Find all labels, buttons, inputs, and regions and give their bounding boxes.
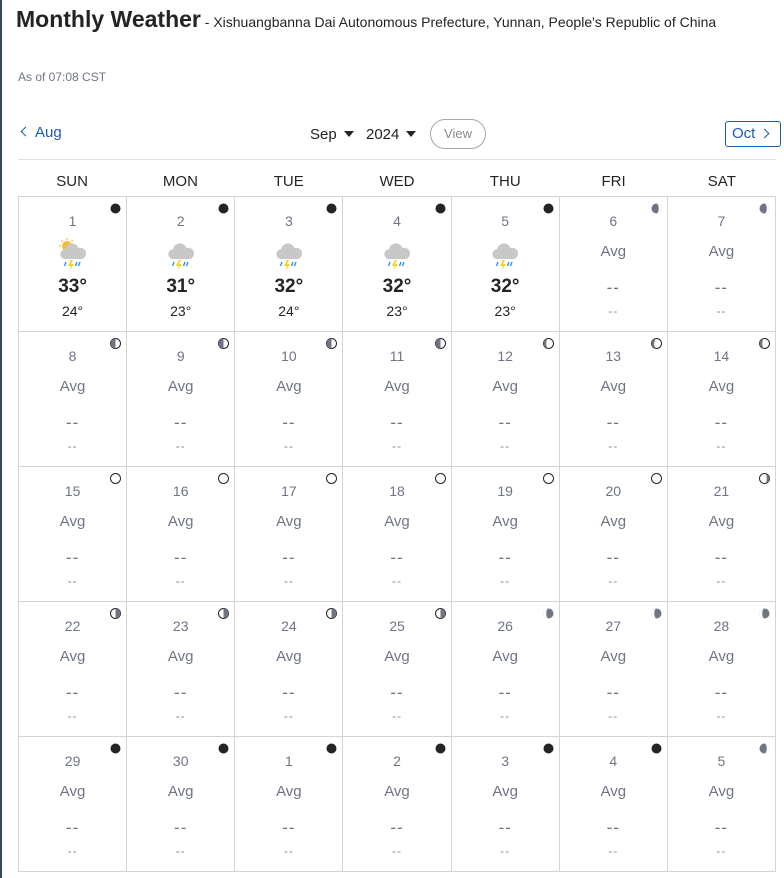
- calendar-day-cell[interactable]: [127, 737, 235, 872]
- low-temp: --: [175, 439, 186, 453]
- year-select-value: 2024: [366, 126, 400, 143]
- day-number: 21: [713, 483, 730, 499]
- day-number: 11: [389, 348, 405, 364]
- avg-label: Avg: [600, 243, 627, 260]
- day-number: 8: [68, 348, 77, 364]
- high-temp: --: [282, 548, 296, 567]
- moon-phase-waxing-gibbous-icon: [759, 336, 770, 347]
- high-temp: --: [390, 683, 404, 702]
- moon-phase-full-icon: [110, 471, 121, 482]
- weekday-label: WED: [379, 173, 415, 190]
- avg-label: Avg: [600, 513, 627, 530]
- calendar-day-cell[interactable]: [668, 602, 776, 737]
- caret-down-icon: [344, 131, 354, 137]
- day-number: 10: [281, 348, 297, 364]
- thunderstorm-icon: [382, 237, 412, 271]
- avg-label: Avg: [384, 513, 410, 530]
- weekday-label: TUE: [273, 173, 304, 190]
- moon-phase-waning-gibbous-icon: [759, 471, 770, 482]
- high-temp: --: [498, 413, 512, 432]
- moon-phase-last-quarter-icon: [218, 606, 229, 617]
- avg-label: Avg: [384, 378, 410, 395]
- calendar-grid: [18, 196, 776, 872]
- moon-phase-new-icon: [110, 741, 121, 752]
- avg-label: Avg: [276, 378, 302, 395]
- high-temp: 32°: [382, 276, 412, 297]
- previous-month-link[interactable]: [22, 124, 62, 141]
- caret-down-icon: [406, 131, 416, 137]
- moon-phase-first-quarter-icon: [435, 336, 446, 347]
- avg-label: Avg: [492, 783, 518, 800]
- low-temp: --: [283, 709, 294, 723]
- thunderstorm-icon: [490, 237, 520, 271]
- high-temp: --: [174, 683, 188, 702]
- low-temp: 24°: [61, 303, 84, 319]
- title-line: [16, 4, 776, 37]
- calendar-week-row: [19, 332, 776, 467]
- low-temp: --: [283, 844, 294, 858]
- high-temp: --: [65, 413, 80, 432]
- day-number: 12: [497, 348, 513, 364]
- moon-phase-new-icon: [218, 741, 229, 752]
- low-temp: --: [391, 574, 402, 588]
- avg-label: Avg: [600, 648, 627, 665]
- day-number: 9: [176, 348, 185, 364]
- avg-label: Avg: [167, 378, 194, 395]
- calendar-week-row: [19, 737, 776, 872]
- low-temp: --: [716, 439, 727, 453]
- low-temp: --: [391, 439, 402, 453]
- low-temp: --: [500, 574, 511, 588]
- high-temp: --: [174, 818, 188, 837]
- high-temp: --: [714, 413, 729, 432]
- avg-label: Avg: [167, 783, 194, 800]
- calendar-day-cell[interactable]: [127, 332, 235, 467]
- calendar-day-cell[interactable]: [235, 602, 343, 737]
- avg-label: Avg: [708, 243, 735, 260]
- moon-phase-last-quarter-icon: [326, 606, 337, 617]
- thunderstorm-partly-sunny-icon: [58, 237, 88, 271]
- day-number: 13: [605, 348, 622, 364]
- avg-label: Avg: [492, 513, 518, 530]
- location-name: - Xishuangbanna Dai Autonomous Prefecture, Yunnan, People's Republic of China: [200, 14, 717, 30]
- day-number: 23: [172, 618, 189, 634]
- page-header: [16, 4, 776, 37]
- calendar-day-cell[interactable]: [127, 197, 235, 332]
- avg-label: Avg: [59, 513, 86, 530]
- moon-phase-last-quarter-icon: [435, 606, 446, 617]
- high-temp: --: [606, 548, 620, 567]
- moon-phase-waxing-gibbous-icon: [651, 336, 662, 347]
- calendar-day-cell[interactable]: [343, 737, 451, 872]
- moon-phase-full-icon: [326, 471, 337, 482]
- calendar-day-cell[interactable]: [235, 737, 343, 872]
- low-temp: --: [391, 709, 402, 723]
- calendar-day-cell[interactable]: [452, 332, 560, 467]
- day-number: 18: [389, 483, 405, 499]
- low-temp: --: [716, 844, 727, 858]
- moon-phase-waxing-gibbous-icon: [543, 336, 554, 347]
- calendar-day-cell[interactable]: [668, 737, 776, 872]
- moon-phase-first-quarter-icon: [218, 336, 229, 347]
- high-temp: --: [606, 278, 620, 297]
- moon-phase-last-quarter-icon: [110, 606, 121, 617]
- calendar-day-cell[interactable]: [19, 602, 127, 737]
- divider: [18, 159, 776, 160]
- avg-label: Avg: [276, 648, 302, 665]
- moon-phase-waxing-crescent-icon: [759, 201, 770, 212]
- moon-phase-new-icon: [435, 741, 446, 752]
- day-number: 19: [497, 483, 513, 499]
- high-temp: --: [65, 683, 80, 702]
- calendar-day-cell[interactable]: [127, 602, 235, 737]
- low-temp: --: [500, 439, 511, 453]
- low-temp: 23°: [494, 303, 516, 319]
- day-number: 30: [172, 753, 189, 769]
- high-temp: --: [606, 818, 620, 837]
- weekday-header: [18, 164, 776, 196]
- calendar-day-cell[interactable]: [560, 602, 668, 737]
- chevron-right-icon: [760, 129, 770, 139]
- weekday-label: FRI: [601, 173, 626, 190]
- moon-phase-full-icon: [651, 471, 662, 482]
- avg-label: Avg: [600, 378, 627, 395]
- low-temp: --: [391, 844, 402, 858]
- moon-phase-waning-crescent-icon: [651, 606, 662, 617]
- day-number: 15: [64, 483, 81, 499]
- high-temp: --: [390, 548, 404, 567]
- high-temp: --: [390, 818, 404, 837]
- calendar-day-cell[interactable]: [668, 197, 776, 332]
- day-number: 25: [389, 618, 405, 634]
- avg-label: Avg: [167, 648, 194, 665]
- high-temp: --: [606, 683, 620, 702]
- high-temp: --: [65, 818, 80, 837]
- day-number: 28: [713, 618, 730, 634]
- calendar-day-cell[interactable]: [452, 602, 560, 737]
- moon-phase-full-icon: [218, 471, 229, 482]
- moon-phase-waxing-crescent-icon: [759, 741, 770, 752]
- day-number: 6: [609, 213, 618, 229]
- calendar-day-cell[interactable]: [560, 737, 668, 872]
- page-title: Monthly Weather: [16, 6, 201, 32]
- avg-label: Avg: [384, 783, 410, 800]
- low-temp: --: [175, 709, 186, 723]
- high-temp: --: [606, 413, 620, 432]
- day-number: 2: [176, 213, 185, 229]
- high-temp: --: [714, 683, 729, 702]
- high-temp: 33°: [58, 276, 87, 297]
- high-temp: --: [498, 548, 512, 567]
- high-temp: --: [714, 548, 729, 567]
- avg-label: Avg: [276, 783, 302, 800]
- day-number: 7: [717, 213, 726, 229]
- month-select[interactable]: [310, 126, 354, 143]
- day-number: 4: [609, 753, 618, 769]
- avg-label: Avg: [492, 648, 518, 665]
- high-temp: --: [174, 548, 188, 567]
- calendar-week-row: [19, 602, 776, 737]
- day-number: 16: [172, 483, 189, 499]
- calendar-day-cell[interactable]: [668, 467, 776, 602]
- low-temp: --: [500, 709, 511, 723]
- day-number: 2: [393, 753, 401, 769]
- calendar-day-cell[interactable]: [235, 467, 343, 602]
- high-temp: 32°: [274, 276, 304, 297]
- moon-phase-new-icon: [110, 201, 121, 212]
- moon-phase-new-icon: [543, 741, 554, 752]
- view-button[interactable]: View: [430, 119, 486, 149]
- low-temp: --: [716, 574, 727, 588]
- as-of-timestamp: As of 07:08 CST: [18, 70, 107, 84]
- avg-label: Avg: [600, 783, 627, 800]
- calendar-day-cell[interactable]: [343, 602, 451, 737]
- thunderstorm-icon: [166, 237, 196, 271]
- day-number: 4: [393, 213, 401, 229]
- high-temp: --: [282, 818, 296, 837]
- moon-phase-new-icon: [218, 201, 229, 212]
- day-number: 17: [281, 483, 297, 499]
- high-temp: --: [174, 413, 188, 432]
- high-temp: --: [282, 413, 296, 432]
- next-month-label: Oct: [732, 125, 756, 142]
- moon-phase-waning-crescent-icon: [759, 606, 770, 617]
- calendar-day-cell[interactable]: [452, 197, 560, 332]
- moon-phase-first-quarter-icon: [110, 336, 121, 347]
- low-temp: --: [608, 844, 619, 858]
- high-temp: --: [282, 683, 296, 702]
- high-temp: 31°: [166, 276, 196, 297]
- high-temp: --: [65, 548, 80, 567]
- low-temp: --: [67, 574, 78, 588]
- year-select[interactable]: [366, 126, 416, 143]
- low-temp: --: [67, 709, 78, 723]
- low-temp: --: [67, 439, 78, 453]
- avg-label: Avg: [492, 378, 518, 395]
- calendar-day-cell[interactable]: [668, 332, 776, 467]
- moon-phase-new-icon: [326, 201, 337, 212]
- low-temp: --: [716, 709, 727, 723]
- low-temp: --: [608, 439, 619, 453]
- calendar-day-cell[interactable]: [19, 332, 127, 467]
- calendar-day-cell[interactable]: [19, 737, 127, 872]
- calendar-day-cell[interactable]: [19, 467, 127, 602]
- day-number: 1: [284, 753, 293, 769]
- day-number: 29: [64, 753, 81, 769]
- calendar-day-cell[interactable]: [560, 332, 668, 467]
- avg-label: Avg: [708, 783, 735, 800]
- weekday-label: MON: [162, 173, 198, 190]
- calendar-week-row: [19, 467, 776, 602]
- avg-label: Avg: [59, 378, 86, 395]
- avg-label: Avg: [708, 648, 735, 665]
- calendar-day-cell[interactable]: [560, 467, 668, 602]
- next-month-button[interactable]: [725, 121, 781, 147]
- moon-phase-waning-crescent-icon: [543, 606, 554, 617]
- moon-phase-new-icon: [651, 741, 662, 752]
- calendar-week-row: [19, 197, 776, 332]
- moon-phase-first-quarter-icon: [326, 336, 337, 347]
- calendar-day-cell[interactable]: [560, 197, 668, 332]
- high-temp: --: [714, 278, 729, 297]
- month-select-value: Sep: [310, 126, 337, 143]
- calendar-day-cell[interactable]: [235, 332, 343, 467]
- month-navigation: [18, 116, 778, 156]
- day-number: 14: [713, 348, 730, 364]
- day-number: 3: [284, 213, 293, 229]
- low-temp: --: [283, 574, 294, 588]
- day-number: 5: [717, 753, 726, 769]
- weekday-label: SUN: [56, 173, 88, 190]
- day-number: 20: [605, 483, 622, 499]
- day-number: 5: [501, 213, 510, 229]
- low-temp: --: [608, 574, 619, 588]
- low-temp: --: [716, 304, 727, 318]
- day-number: 26: [497, 618, 513, 634]
- chevron-left-icon: [21, 127, 31, 137]
- low-temp: --: [175, 574, 186, 588]
- moon-phase-full-icon: [543, 471, 554, 482]
- calendar-day-cell[interactable]: [343, 197, 451, 332]
- calendar-day-cell[interactable]: [127, 467, 235, 602]
- low-temp: 24°: [278, 303, 300, 319]
- moon-phase-new-icon: [326, 741, 337, 752]
- low-temp: --: [500, 844, 511, 858]
- avg-label: Avg: [167, 513, 194, 530]
- calendar-day-cell[interactable]: [235, 197, 343, 332]
- thunderstorm-icon: [274, 237, 304, 271]
- day-number: 24: [281, 618, 297, 634]
- moon-phase-new-icon: [543, 201, 554, 212]
- high-temp: --: [498, 683, 512, 702]
- calendar-day-cell[interactable]: [452, 737, 560, 872]
- calendar-day-cell[interactable]: [452, 467, 560, 602]
- weekday-label: SAT: [707, 173, 736, 190]
- avg-label: Avg: [59, 648, 86, 665]
- day-number: 27: [605, 618, 622, 634]
- avg-label: Avg: [708, 513, 735, 530]
- low-temp: --: [608, 709, 619, 723]
- low-temp: --: [283, 439, 294, 453]
- low-temp: 23°: [386, 303, 408, 319]
- calendar-day-cell[interactable]: [343, 332, 451, 467]
- high-temp: --: [390, 413, 404, 432]
- moon-phase-waxing-crescent-icon: [651, 201, 662, 212]
- day-number: 3: [501, 753, 510, 769]
- moon-phase-full-icon: [435, 471, 446, 482]
- low-temp: --: [67, 844, 78, 858]
- low-temp: 23°: [170, 303, 192, 319]
- moon-phase-new-icon: [435, 201, 446, 212]
- high-temp: --: [714, 818, 729, 837]
- avg-label: Avg: [59, 783, 86, 800]
- day-number: 1: [68, 213, 77, 229]
- avg-label: Avg: [708, 378, 735, 395]
- high-temp: 32°: [490, 276, 520, 297]
- calendar-day-cell[interactable]: [19, 197, 127, 332]
- day-number: 22: [64, 618, 81, 634]
- avg-label: Avg: [276, 513, 302, 530]
- avg-label: Avg: [384, 648, 410, 665]
- weekday-label: THU: [489, 173, 521, 190]
- low-temp: --: [608, 304, 619, 318]
- calendar-day-cell[interactable]: [343, 467, 451, 602]
- previous-month-label: Aug: [35, 124, 62, 141]
- low-temp: --: [175, 844, 186, 858]
- calendar: [18, 164, 776, 872]
- high-temp: --: [498, 818, 512, 837]
